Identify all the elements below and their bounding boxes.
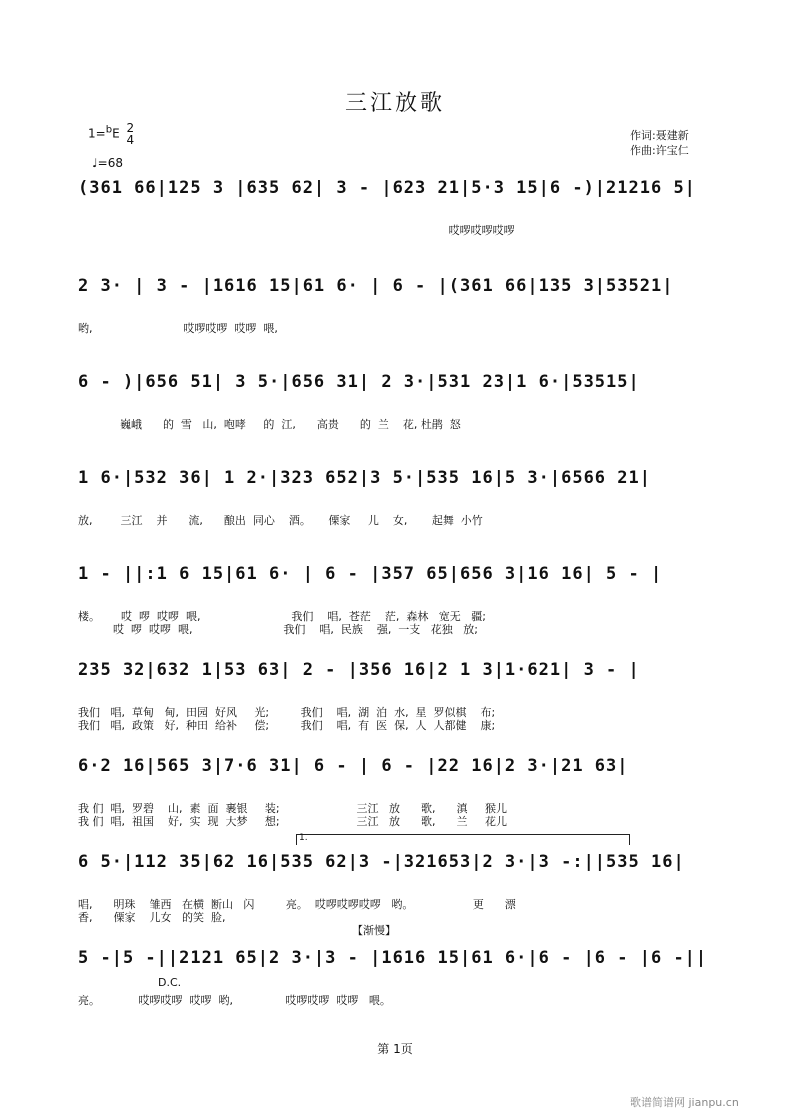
first-ending-bracket [296,834,630,845]
credits [630,128,689,158]
composer: 作曲:许宝仁 [630,144,689,157]
tempo-marking [92,156,123,170]
flat-sign: b [105,124,113,136]
beats-bottom: 4 [126,133,135,147]
tempo-change-marking: 【渐慢】 [352,924,396,937]
score-line-9 [78,948,728,1078]
lyric-verse-1: 巍峨 的 雪 山, 咆哮 的 江, 高贵 的 兰 花, 杜鹃 怒 [78,418,461,431]
volta-label: 1. [299,833,308,843]
lyric-verse-1: 放, 三江 并 流, 酿出 同心 酒。 傈家 儿 女, 起舞 小竹 [78,514,483,527]
notation: 2 3· | 3 - |1616 15|61 6· | 6 - |(361 66|135 3|53521| [78,276,674,296]
quarter-note-icon: ♩ [92,156,98,170]
notation: 1 6·|532 36| 1 2·|323 652|3 5·|535 16|5 3·|6566 21| [78,468,651,488]
lyricist: 作词:聂建新 [630,129,689,142]
lyric-verse-2: 香, 傈家 儿女 的笑 脸, [78,911,226,924]
song-title: 三江放歌 [344,91,445,116]
notation: 1 - ||:1 6 15|61 6· | 6 - |357 65|656 3|16 16| 5 - | [78,564,663,584]
time-signature [126,122,134,146]
notation: (361 66|125 3 |635 62| 3 - |623 21|5·3 15|6 -)|21216 5| [78,178,696,198]
lyric-verse-1: 我 们 唱, 罗碧 山, 素 面 裹银 装; 三江 放 歌, 滇 猴儿 [78,802,507,815]
page-number: 第 1页 [377,1042,413,1056]
lyric-verse-2: 我 们 唱, 祖国 好, 实 现 大梦 想; 三江 放 歌, 兰 花儿 [78,815,507,828]
lyric-verse-1: 唱, 明珠 雏西 在横 断山 闪 亮。 哎啰哎啰哎啰 哟。 更 漂 [78,898,516,911]
tempo-value: =68 [97,156,123,170]
lyric-verse-1: 哎啰哎啰哎啰 [78,224,515,237]
notation: 6 5·|112 35|62 16|535 62|3 -|321653|2 3·|3 -:||535 16| [78,852,685,872]
da-capo-marking: D.C. [158,976,182,989]
watermark: 歌谱简谱网 jianpu.cn [630,1096,739,1109]
notation: 5 -|5 -||2121 65|2 3·|3 - |1616 15|61 6·|6 - |6 - |6 -|| [78,948,708,968]
lyric-verse-1: 亮。 哎啰哎啰 哎啰 哟, 哎啰哎啰 哎啰 喂。 [78,994,391,1007]
lyric-verse-2: 我们 唱, 政策 好, 种田 给补 偿; 我们 唱, 有 医 保, 人 人都健 康; [78,719,496,732]
lyric-verse-1: 哟, 哎啰哎啰 哎啰 喂, [78,322,278,335]
notation: 6·2 16|565 3|7·6 31| 6 - | 6 - |22 16|2 3·|21 63| [78,756,629,776]
key-signature [88,122,134,146]
notation: 6 - )|656 51| 3 5·|656 31| 2 3·|531 23|1 6·|53515| [78,372,640,392]
lyric-verse-1: 我们 唱, 草甸 甸, 田园 好风 光; 我们 唱, 湖 泊 水, 星 罗似棋 布; [78,706,496,719]
beats-top: 2 [126,121,135,135]
lyric-verse-2: 哎 啰 哎啰 喂, 我们 唱, 民族 强, 一支 花独 放; [78,623,478,636]
key-prefix: 1= [88,126,106,141]
lyric-verse-1: 楼。 哎 啰 哎啰 喂, 我们 唱, 苍茫 茫, 森林 宽无 疆; [78,610,487,623]
key-name: E [112,126,120,141]
notation: 235 32|632 1|53 63| 2 - |356 16|2 1 3|1·621| 3 - | [78,660,640,680]
